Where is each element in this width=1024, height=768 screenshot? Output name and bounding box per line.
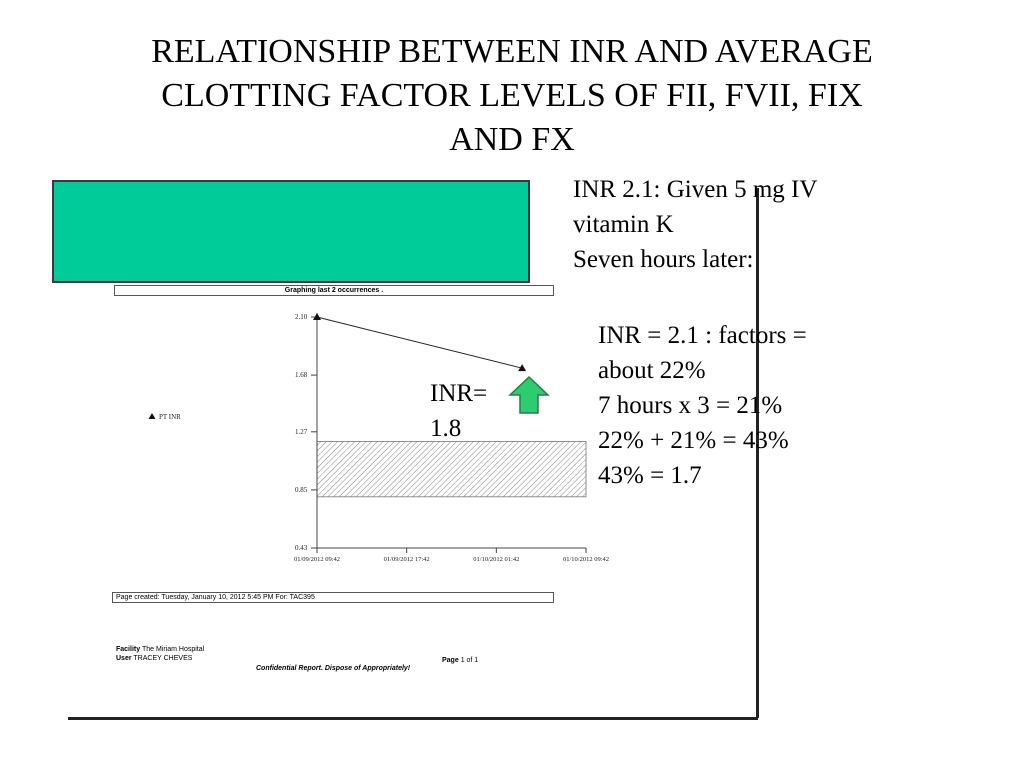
page-label: Page [442, 657, 459, 664]
legend-label: PT INR [159, 413, 181, 421]
inr-annotation [430, 376, 520, 446]
calc-line: 7 hours x 3 = 21% [598, 392, 783, 419]
inr-value: 1.8 [430, 415, 462, 442]
page-value: 1 of 1 [460, 657, 479, 664]
x-tick-label: 01/10/2012 09:42 [562, 556, 610, 563]
y-tick-group [295, 313, 317, 552]
confidential-notice: Confidential Report. Dispose of Appropriately! [256, 665, 411, 672]
x-tick-label: 01/09/2012 09:42 [293, 556, 341, 563]
user-value: TRACEY CHEVES [133, 655, 193, 662]
legend-marker [149, 413, 156, 419]
title-line: CLOTTING FACTOR LEVELS OF FII, FVII, FIX [161, 77, 863, 114]
page-count [442, 657, 478, 665]
note-line: INR 2.1: Given 5 mg IV [573, 176, 818, 203]
factor-calculation [598, 318, 998, 493]
user-label: User [116, 655, 132, 662]
facility-label: Facility [116, 646, 141, 653]
y-tick-label: 2.10 [295, 313, 308, 321]
graph-caption: Graphing last 2 occurrences . [284, 287, 384, 294]
y-tick-label: 0.43 [295, 544, 308, 552]
user-line [116, 655, 192, 663]
note-line: Seven hours later: [573, 246, 754, 273]
chart-legend [149, 413, 182, 421]
title-line: RELATIONSHIP BETWEEN INR AND AVERAGE [151, 33, 873, 70]
calc-line: 22% + 21% = 43% [598, 427, 789, 454]
calc-line: 43% = 1.7 [598, 462, 702, 489]
calc-line: INR = 2.1 : factors = [598, 322, 807, 349]
graph-caption-bar [114, 285, 554, 296]
x-tick-label: 01/10/2012 01:42 [473, 556, 520, 563]
page-created-text: Page created: Tuesday, January 10, 2012 5:45 PM For: TAC395 [116, 594, 315, 601]
series-line-pt-inr [317, 317, 522, 368]
up-arrow-icon [508, 375, 550, 415]
y-tick-label: 0.85 [295, 485, 308, 494]
x-tick-group [294, 548, 609, 563]
facility-line [116, 646, 204, 654]
title-line: AND FX [449, 121, 575, 158]
reference-range-band [317, 441, 586, 496]
y-tick-label: 1.68 [295, 371, 308, 380]
page-created-bar [112, 592, 554, 603]
slide-title [40, 30, 984, 162]
green-cover-box [52, 180, 530, 283]
inr-chart [100, 300, 620, 575]
series-layer [313, 313, 526, 371]
note-line: vitamin K [573, 211, 674, 238]
x-tick-label: 01/09/2012 17:42 [383, 556, 430, 563]
y-tick-label: 1.27 [295, 427, 308, 436]
scan-frame-bottom-edge [68, 717, 758, 720]
calc-line: about 22% [598, 357, 706, 384]
inr-label: INR= [430, 380, 488, 407]
facility-value: The Miriam Hospital [141, 646, 205, 653]
vitamin-k-note [573, 172, 1013, 277]
